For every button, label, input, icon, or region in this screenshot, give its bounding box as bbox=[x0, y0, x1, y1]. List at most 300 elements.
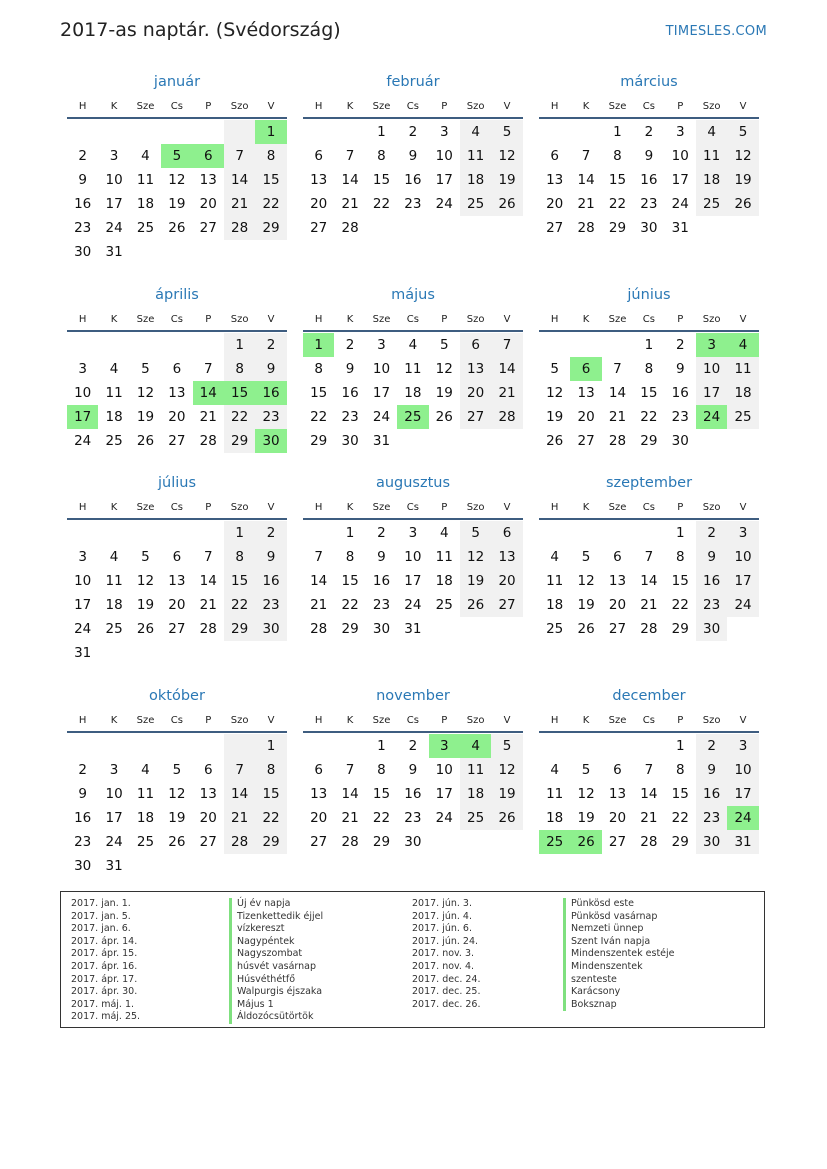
weekday-label: K bbox=[346, 502, 354, 513]
weekday-label: H bbox=[314, 715, 323, 726]
day-cell: 12 bbox=[727, 144, 758, 168]
page-title: 2017-as naptár. (Svédország) bbox=[60, 19, 341, 41]
day-cell: 21 bbox=[224, 806, 255, 830]
weekday-label: P bbox=[441, 101, 448, 112]
weekday-label: V bbox=[503, 101, 511, 112]
empty-day-cell bbox=[67, 120, 98, 144]
legend-holiday-name: Karácsony bbox=[563, 986, 753, 999]
day-cell: 27 bbox=[310, 834, 328, 850]
day-cell: 14 bbox=[224, 168, 255, 192]
day-cell: 20 bbox=[199, 196, 217, 212]
day-cell: 31 bbox=[727, 830, 758, 854]
day-cell: 9 bbox=[377, 549, 386, 565]
day-cell: 2 bbox=[255, 521, 286, 545]
day-cell: 7 bbox=[203, 361, 213, 377]
day-cell: 15 bbox=[671, 786, 689, 802]
weekday-label: P bbox=[677, 502, 684, 513]
day-cell: 18 bbox=[105, 597, 123, 613]
empty-day-cell bbox=[570, 521, 601, 545]
weekday-label: V bbox=[739, 502, 747, 513]
day-cell: 1 bbox=[377, 124, 386, 140]
empty-day-cell bbox=[224, 854, 255, 878]
day-cell: 16 bbox=[255, 381, 286, 405]
day-cell: 28 bbox=[224, 830, 255, 854]
day-cell: 28 bbox=[640, 621, 658, 637]
day-cell: 2 bbox=[78, 762, 87, 778]
day-cell: 27 bbox=[460, 405, 491, 429]
day-cell: 20 bbox=[310, 196, 328, 212]
day-cell: 6 bbox=[314, 762, 323, 778]
day-cell: 28 bbox=[224, 216, 255, 240]
day-cell: 16 bbox=[696, 569, 727, 593]
day-cell: 4 bbox=[696, 120, 727, 144]
day-cell: 18 bbox=[460, 168, 491, 192]
day-cell: 9 bbox=[78, 786, 87, 802]
day-cell: 7 bbox=[203, 549, 213, 565]
empty-day-cell bbox=[460, 617, 491, 641]
day-cell: 16 bbox=[671, 385, 689, 401]
day-cell: 14 bbox=[341, 172, 359, 188]
day-cell: 12 bbox=[577, 573, 595, 589]
day-cell: 26 bbox=[168, 834, 186, 850]
legend-holiday-name: Áldozócsütörtök bbox=[229, 1011, 399, 1024]
day-cell: 23 bbox=[696, 806, 727, 830]
day-cell: 25 bbox=[136, 220, 155, 236]
day-cell: 29 bbox=[372, 834, 391, 850]
day-cell: 30 bbox=[74, 244, 92, 260]
day-cell: 31 bbox=[372, 433, 391, 449]
legend-date: 2017. dec. 25. bbox=[412, 986, 481, 998]
day-cell: 4 bbox=[727, 333, 758, 357]
weekday-label: H bbox=[78, 314, 87, 325]
legend-holiday-name: Mindenszentek bbox=[563, 961, 753, 974]
empty-day-cell bbox=[429, 617, 460, 641]
legend-holiday-name: Nagyszombat bbox=[229, 948, 399, 961]
day-cell: 12 bbox=[460, 545, 491, 569]
legend-date: 2017. nov. 4. bbox=[412, 960, 475, 972]
day-cell: 11 bbox=[460, 758, 491, 782]
day-cell: 25 bbox=[460, 806, 491, 830]
month-name: december bbox=[612, 688, 686, 704]
day-cell: 25 bbox=[546, 621, 564, 637]
month-calendar bbox=[303, 473, 523, 641]
empty-day-cell bbox=[570, 734, 601, 758]
day-cell: 6 bbox=[203, 762, 213, 778]
empty-day-cell bbox=[224, 734, 255, 758]
weekday-label: V bbox=[267, 314, 275, 325]
empty-day-cell bbox=[161, 240, 192, 264]
legend-holiday-name: Walpurgis éjszaka bbox=[229, 986, 399, 999]
day-cell: 10 bbox=[74, 385, 92, 401]
empty-day-cell bbox=[727, 216, 758, 240]
day-cell: 17 bbox=[105, 196, 123, 212]
day-cell: 17 bbox=[435, 786, 453, 802]
day-cell: 10 bbox=[105, 172, 123, 188]
day-cell: 26 bbox=[136, 433, 155, 449]
day-cell: 7 bbox=[224, 144, 255, 168]
weekday-label: Sze bbox=[372, 502, 391, 513]
empty-day-cell bbox=[303, 120, 334, 144]
weekday-label: Sze bbox=[136, 502, 155, 513]
weekday-label: V bbox=[503, 502, 511, 513]
day-cell: 4 bbox=[109, 549, 119, 565]
day-cell: 10 bbox=[435, 148, 453, 164]
day-cell: 6 bbox=[314, 148, 323, 164]
day-cell: 12 bbox=[136, 573, 155, 589]
day-cell: 15 bbox=[310, 385, 328, 401]
empty-day-cell bbox=[570, 333, 601, 357]
weekday-label: K bbox=[110, 502, 118, 513]
day-cell: 19 bbox=[460, 569, 491, 593]
day-grid bbox=[539, 333, 759, 453]
weekday-header bbox=[539, 310, 759, 332]
weekday-label: V bbox=[267, 101, 275, 112]
day-cell: 18 bbox=[460, 782, 491, 806]
day-cell: 27 bbox=[310, 220, 328, 236]
weekday-label: K bbox=[346, 314, 354, 325]
weekday-header bbox=[67, 310, 287, 332]
day-cell: 14 bbox=[199, 573, 217, 589]
day-cell: 9 bbox=[644, 148, 654, 164]
day-cell: 14 bbox=[608, 385, 627, 401]
holiday-legend bbox=[60, 891, 765, 1028]
day-cell: 19 bbox=[168, 196, 186, 212]
day-cell: 18 bbox=[105, 409, 123, 425]
weekday-label: P bbox=[205, 314, 212, 325]
day-cell: 5 bbox=[161, 144, 192, 168]
empty-day-cell bbox=[303, 521, 334, 545]
month-name: január bbox=[153, 74, 201, 90]
day-cell: 2 bbox=[644, 124, 654, 140]
day-cell: 30 bbox=[74, 858, 92, 874]
day-cell: 29 bbox=[310, 433, 328, 449]
weekday-label: K bbox=[582, 502, 590, 513]
day-cell: 18 bbox=[404, 385, 422, 401]
day-cell: 3 bbox=[78, 549, 87, 565]
day-cell: 29 bbox=[671, 621, 689, 637]
weekday-label: Szo bbox=[230, 715, 249, 726]
weekday-label: V bbox=[739, 715, 747, 726]
day-cell: 14 bbox=[640, 786, 658, 802]
day-cell: 4 bbox=[141, 148, 150, 164]
day-cell: 17 bbox=[435, 172, 453, 188]
empty-day-cell bbox=[130, 240, 161, 264]
weekday-label: H bbox=[550, 502, 559, 513]
day-cell: 25 bbox=[105, 621, 123, 637]
day-cell: 7 bbox=[314, 549, 323, 565]
empty-day-cell bbox=[602, 521, 633, 545]
day-grid bbox=[539, 120, 759, 240]
day-grid bbox=[67, 120, 287, 264]
weekday-header bbox=[67, 97, 287, 119]
day-cell: 17 bbox=[105, 810, 123, 826]
month-calendar bbox=[67, 473, 287, 665]
day-cell: 24 bbox=[74, 621, 92, 637]
legend-names-2 bbox=[563, 898, 753, 1011]
weekday-label: Szo bbox=[466, 314, 485, 325]
month-name: november bbox=[376, 688, 450, 704]
day-cell: 9 bbox=[255, 357, 286, 381]
day-cell: 17 bbox=[696, 381, 727, 405]
day-cell: 27 bbox=[608, 621, 627, 637]
day-cell: 23 bbox=[640, 196, 658, 212]
day-cell: 25 bbox=[105, 433, 123, 449]
legend-holiday-name: Nemzeti ünnep bbox=[563, 923, 753, 936]
day-cell: 21 bbox=[640, 597, 658, 613]
empty-day-cell bbox=[602, 333, 633, 357]
day-cell: 13 bbox=[310, 786, 328, 802]
empty-day-cell bbox=[193, 854, 224, 878]
day-cell: 19 bbox=[136, 409, 155, 425]
day-cell: 9 bbox=[696, 545, 727, 569]
day-cell: 20 bbox=[168, 597, 186, 613]
day-cell: 21 bbox=[310, 597, 328, 613]
empty-day-cell bbox=[491, 216, 522, 240]
day-cell: 11 bbox=[105, 385, 123, 401]
day-cell: 10 bbox=[105, 786, 123, 802]
day-cell: 19 bbox=[577, 810, 595, 826]
day-cell: 9 bbox=[345, 361, 355, 377]
weekday-header bbox=[539, 97, 759, 119]
day-cell: 30 bbox=[372, 621, 391, 637]
day-cell: 5 bbox=[491, 734, 522, 758]
day-cell: 13 bbox=[168, 573, 186, 589]
day-cell: 5 bbox=[581, 549, 591, 565]
day-cell: 16 bbox=[74, 810, 92, 826]
month-name: június bbox=[627, 287, 671, 303]
day-cell: 14 bbox=[640, 573, 658, 589]
weekday-label: V bbox=[739, 101, 747, 112]
month-calendar bbox=[539, 285, 759, 453]
day-cell: 9 bbox=[696, 758, 727, 782]
legend-dates-1 bbox=[71, 898, 221, 1024]
brand-link[interactable]: TIMESLES.COM bbox=[665, 24, 767, 39]
day-grid bbox=[303, 120, 523, 240]
day-cell: 4 bbox=[550, 762, 559, 778]
month-name: május bbox=[391, 287, 435, 303]
weekday-header bbox=[67, 711, 287, 733]
day-cell: 8 bbox=[377, 762, 386, 778]
day-cell: 30 bbox=[640, 220, 658, 236]
legend-holiday-name: Május 1 bbox=[229, 999, 399, 1012]
day-cell: 5 bbox=[460, 521, 491, 545]
empty-day-cell bbox=[334, 734, 365, 758]
day-cell: 11 bbox=[435, 549, 453, 565]
day-cell: 31 bbox=[671, 220, 689, 236]
month-name: október bbox=[149, 688, 205, 704]
weekday-header bbox=[303, 711, 523, 733]
day-cell: 24 bbox=[105, 220, 123, 236]
empty-day-cell bbox=[429, 830, 460, 854]
weekday-label: Cs bbox=[170, 314, 183, 325]
month-name: március bbox=[620, 74, 678, 90]
day-cell: 13 bbox=[608, 573, 627, 589]
weekday-label: P bbox=[677, 101, 684, 112]
day-cell: 6 bbox=[172, 549, 182, 565]
day-cell: 4 bbox=[460, 734, 491, 758]
month-calendar bbox=[539, 72, 759, 240]
day-grid bbox=[67, 521, 287, 665]
empty-day-cell bbox=[255, 240, 286, 264]
empty-day-cell bbox=[727, 617, 758, 641]
day-cell: 11 bbox=[696, 144, 727, 168]
day-grid bbox=[67, 734, 287, 878]
weekday-label: H bbox=[314, 502, 323, 513]
day-cell: 16 bbox=[404, 786, 422, 802]
day-cell: 5 bbox=[172, 762, 182, 778]
day-cell: 11 bbox=[105, 573, 123, 589]
weekday-label: V bbox=[739, 314, 747, 325]
day-cell: 12 bbox=[435, 361, 453, 377]
day-cell: 9 bbox=[255, 545, 286, 569]
day-cell: 16 bbox=[696, 782, 727, 806]
day-cell: 21 bbox=[577, 196, 595, 212]
weekday-header bbox=[539, 711, 759, 733]
day-cell: 17 bbox=[372, 385, 391, 401]
day-cell: 28 bbox=[640, 834, 658, 850]
empty-day-cell bbox=[460, 830, 491, 854]
day-cell: 12 bbox=[168, 786, 186, 802]
weekday-label: Cs bbox=[642, 101, 655, 112]
day-cell: 24 bbox=[435, 810, 453, 826]
day-cell: 24 bbox=[671, 196, 689, 212]
day-cell: 1 bbox=[377, 738, 386, 754]
day-cell: 21 bbox=[199, 597, 217, 613]
day-cell: 25 bbox=[539, 830, 570, 854]
legend-date: 2017. jún. 4. bbox=[412, 910, 473, 922]
day-cell: 6 bbox=[613, 549, 622, 565]
month-name: július bbox=[157, 475, 197, 491]
day-cell: 20 bbox=[546, 196, 564, 212]
empty-day-cell bbox=[602, 734, 633, 758]
weekday-label: H bbox=[550, 715, 559, 726]
weekday-label: P bbox=[205, 101, 212, 112]
empty-day-cell bbox=[727, 429, 758, 453]
legend-holiday-name: Boksznap bbox=[563, 999, 753, 1012]
day-cell: 24 bbox=[404, 597, 422, 613]
weekday-label: H bbox=[314, 101, 323, 112]
empty-day-cell bbox=[193, 521, 224, 545]
day-cell: 22 bbox=[608, 196, 627, 212]
legend-date: 2017. dec. 24. bbox=[412, 973, 481, 985]
day-grid bbox=[303, 734, 523, 854]
day-cell: 26 bbox=[460, 593, 491, 617]
day-cell: 7 bbox=[491, 333, 522, 357]
day-cell: 18 bbox=[696, 168, 727, 192]
day-cell: 15 bbox=[224, 381, 255, 405]
empty-day-cell bbox=[161, 854, 192, 878]
day-cell: 8 bbox=[377, 148, 386, 164]
day-cell: 22 bbox=[640, 409, 658, 425]
day-cell: 19 bbox=[168, 810, 186, 826]
day-cell: 10 bbox=[404, 549, 422, 565]
day-cell: 21 bbox=[224, 192, 255, 216]
day-cell: 14 bbox=[193, 381, 224, 405]
weekday-label: Cs bbox=[406, 314, 419, 325]
day-cell: 20 bbox=[491, 569, 522, 593]
day-cell: 13 bbox=[199, 172, 217, 188]
day-cell: 23 bbox=[74, 220, 92, 236]
weekday-label: Sze bbox=[372, 101, 391, 112]
empty-day-cell bbox=[334, 120, 365, 144]
day-cell: 15 bbox=[640, 385, 658, 401]
month-name: április bbox=[155, 287, 199, 303]
weekday-label: H bbox=[78, 502, 87, 513]
empty-day-cell bbox=[98, 333, 129, 357]
day-cell: 6 bbox=[491, 521, 522, 545]
empty-day-cell bbox=[429, 429, 460, 453]
weekday-label: P bbox=[205, 502, 212, 513]
day-cell: 18 bbox=[136, 196, 155, 212]
day-cell: 27 bbox=[168, 621, 186, 637]
weekday-label: V bbox=[267, 715, 275, 726]
day-cell: 8 bbox=[675, 762, 685, 778]
day-cell: 31 bbox=[105, 244, 123, 260]
day-cell: 20 bbox=[460, 381, 491, 405]
day-cell: 1 bbox=[303, 333, 334, 357]
day-cell: 8 bbox=[644, 361, 654, 377]
day-cell: 28 bbox=[310, 621, 328, 637]
weekday-label: P bbox=[677, 314, 684, 325]
day-cell: 12 bbox=[491, 144, 522, 168]
weekday-label: Cs bbox=[406, 715, 419, 726]
empty-day-cell bbox=[130, 854, 161, 878]
day-cell: 12 bbox=[491, 758, 522, 782]
day-cell: 16 bbox=[341, 385, 359, 401]
empty-day-cell bbox=[193, 333, 224, 357]
day-cell: 2 bbox=[696, 734, 727, 758]
day-cell: 23 bbox=[74, 834, 92, 850]
day-cell: 27 bbox=[608, 834, 627, 850]
day-cell: 8 bbox=[255, 758, 286, 782]
day-cell: 6 bbox=[172, 361, 182, 377]
day-cell: 15 bbox=[224, 569, 255, 593]
weekday-label: P bbox=[205, 715, 212, 726]
legend-date: 2017. jan. 1. bbox=[71, 898, 131, 909]
day-cell: 24 bbox=[696, 405, 727, 429]
day-cell: 12 bbox=[136, 385, 155, 401]
day-cell: 6 bbox=[570, 357, 601, 381]
weekday-label: K bbox=[110, 101, 118, 112]
legend-date: 2017. jan. 5. bbox=[71, 910, 131, 922]
day-cell: 13 bbox=[577, 385, 595, 401]
empty-day-cell bbox=[539, 333, 570, 357]
day-cell: 26 bbox=[727, 192, 758, 216]
empty-day-cell bbox=[161, 734, 192, 758]
day-cell: 29 bbox=[608, 220, 627, 236]
legend-holiday-name: Tizenkettedik éjjel bbox=[229, 911, 399, 924]
weekday-label: Szo bbox=[702, 314, 721, 325]
weekday-label: K bbox=[582, 314, 590, 325]
day-cell: 1 bbox=[675, 738, 685, 754]
day-cell: 1 bbox=[255, 734, 286, 758]
day-cell: 13 bbox=[460, 357, 491, 381]
day-cell: 1 bbox=[224, 521, 255, 545]
day-cell: 3 bbox=[675, 124, 685, 140]
day-cell: 11 bbox=[546, 573, 564, 589]
day-cell: 16 bbox=[404, 172, 422, 188]
day-cell: 15 bbox=[255, 168, 286, 192]
day-cell: 8 bbox=[224, 545, 255, 569]
empty-day-cell bbox=[224, 240, 255, 264]
weekday-label: H bbox=[314, 314, 323, 325]
weekday-header bbox=[303, 310, 523, 332]
day-cell: 11 bbox=[136, 786, 155, 802]
day-cell: 3 bbox=[429, 734, 460, 758]
weekday-label: K bbox=[346, 715, 354, 726]
empty-day-cell bbox=[130, 521, 161, 545]
day-cell: 17 bbox=[727, 569, 758, 593]
